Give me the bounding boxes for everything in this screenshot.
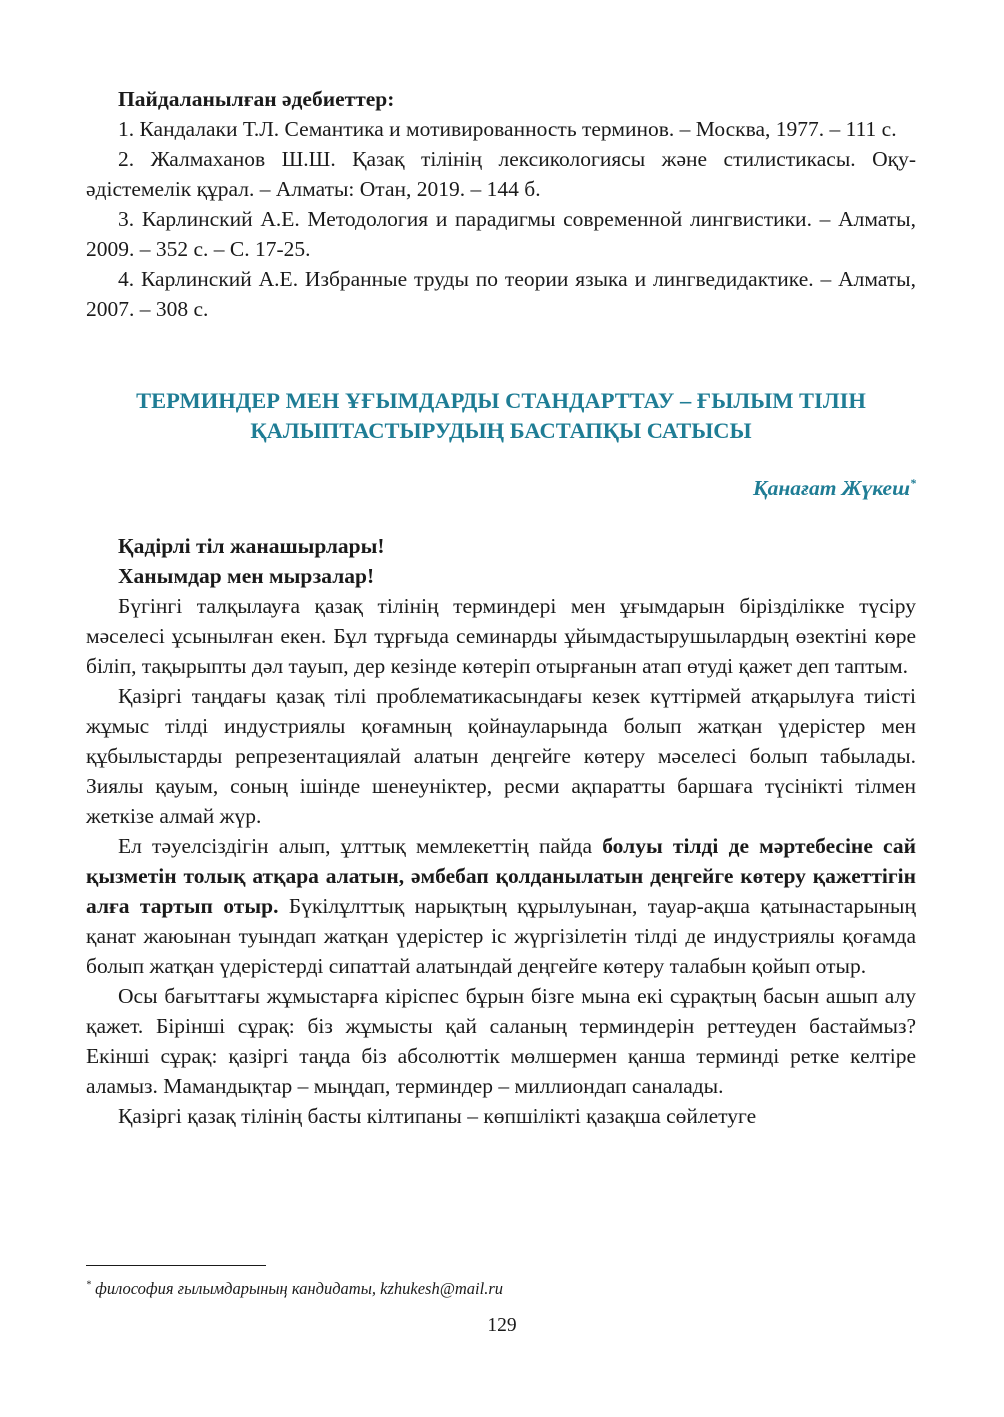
paragraph-3 [86,831,916,981]
page-number: 129 [487,1315,517,1336]
article-title-line-1: ТЕРМИНДЕР МЕН ҰҒЫМДАРДЫ СТАНДАРТТАУ – ҒЫЛЫМ ТІЛІН [136,388,866,413]
greeting-line-2: Ханымдар мен мырзалар! [118,564,375,589]
footnote-text: философия ғылымдарының кандидаты, kzhukesh@mail.ru [95,1279,504,1298]
article-title-line-2: ҚАЛЫПТАСТЫРУДЫҢ БАСТАПҚЫ САТЫСЫ [250,418,752,443]
reference-item-2: 2. Жалмаханов Ш.Ш. Қазақ тілінің лексикологиясы және стилистикасы. Оқу-әдістемелік құрал. – Алматы: Отан, 2019. – 144 б. [86,147,916,201]
reference-item-1: 1. Кандалаки Т.Л. Семантика и мотивированность терминов. – Москва, 1977. – 111 с. [118,117,897,141]
paragraph-2: Қазіргі таңдағы қазақ тілі проблематикасындағы кезек күттірмей атқарылуға тиісті жұмыс тілді индустриялы қоғамның қойнауларында болып жатқан үдерістер мен құбылыстарды репрезентациялай алатын деңгейге көтеру мәселесі болып табылады. Зиялы қауым, соның ішінде шенеуніктер, ресми ақпаратты баршаға түсінікті тілмен жеткізе алмай жүр. [86,684,916,829]
footnote-mark: * [86,1279,91,1291]
references-heading: Пайдаланылған әдебиеттер: [118,87,395,111]
reference-item-4: 4. Карлинский А.Е. Избранные труды по теории языка и лингведидактике. – Алматы, 2007. – 308 с. [86,267,916,321]
paragraph-5: Қазіргі қазақ тілінің басты кілтипаны – көпшілікті қазақша сөйлетуге [118,1104,757,1129]
footnote-divider [86,1265,266,1266]
reference-item-3: 3. Карлинский А.Е. Методология и парадигмы современной лингвистики. – Алматы, 2009. – 352 с. – С. 17-25. [86,207,916,261]
paragraph-3-end: Бүкілұлттық нарықтың құрылуынан, тауар-ақша қатынастарының қанат жаюынан туындап жатқан үдерістер іс жүргізілетін тілді де индустриялы қоғамда болып жатқан үдерістерді сипаттай алатындай деңгейге көтеру талабын қойып отыр. [86,894,916,979]
paragraph-3-start: Ел тәуелсіздігін алып, ұлттық мемлекеттің пайда [118,834,603,859]
author-name: Қанағат Жүкеш [753,476,910,501]
greeting-line-1: Қадірлі тіл жанашырлары! [118,534,385,559]
article-title [86,386,916,446]
author-footnote-mark: * [910,476,916,490]
paragraph-4: Осы бағыттағы жұмыстарға кіріспес бұрын бізге мына екі сұрақтың басын ашып алу қажет. Бірінші сұрақ: біз жұмысты қай саланың терминдерін реттеуден бастаймыз? Екінші сұрақ: қазіргі таңда біз абсолюттік мөлшермен қанша терминді ретке келтіре аламыз. Мамандықтар – мыңдап, терминдер – миллиондап саналады. [86,984,916,1099]
article-author [86,468,916,503]
footnote [86,1279,503,1299]
paragraph-1: Бүгінгі талқылауға қазақ тілінің терминдері мен ұғымдарын бірізділікке түсіру мәселесі ұсынылған екен. Бұл тұрғыда семинарды ұйымдастырушылардың өзектіні көре біліп, тақырыпты дәл тауып, дер кезінде көтеріп отырғанын атап өтуді қажет деп таптым. [86,594,916,679]
page-content [86,84,916,1131]
paragraph-3-bold: болуы тілді де мәртебесіне сай қызметін толық атқара алатын, әмбебап қолданылатын деңгейге көтеру қажеттігін алға тартып отыр. [86,834,916,919]
